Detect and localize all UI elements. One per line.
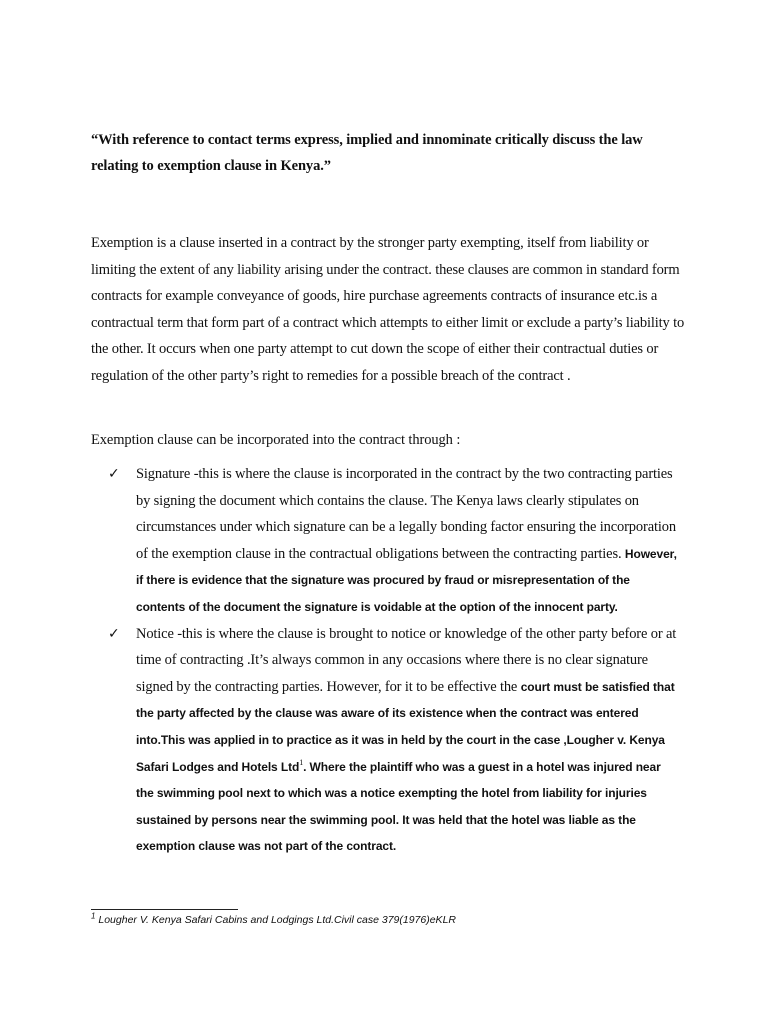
footnote	[91, 913, 691, 927]
footnote-text: Lougher V. Kenya Safari Cabins and Lodgings Ltd.Civil case 379(1976)eKLR	[95, 914, 456, 926]
signature-text	[136, 461, 678, 621]
list-item-notice	[108, 621, 678, 860]
definition-paragraph: Exemption is a clause inserted in a contract by the stronger party exempting, itself from liability or limiting the extent of any liability arising under the contract. these clauses are common in standard form contracts for example conveyance of goods, hire purchase agreements contracts of insurance etc.is a contractual term that form part of a contract which attempts to either limit or exclude a party’s liability to the other. It occurs when one party attempt to cut down the scope of either their contractual duties or regulation of the other party’s right to remedies for a possible breach of the contract .	[91, 235, 685, 384]
footnote-divider	[91, 909, 238, 910]
footnote-marker: 1	[91, 911, 96, 921]
checkmark-icon: ✓	[108, 625, 120, 642]
title-line-2: relating to exemption clause in Kenya.”	[91, 158, 331, 174]
signature-plain: Signature -this is where the clause is incorporated in the contract by the two contracting parties by signing the document which contains the clause. The Kenya laws clearly stipulates on circumstances under which signature can be a legally bonding factor ensuring the incorporation of the exemption clause in the contractual obligations between the contracting parties.	[136, 466, 676, 562]
incorporation-list	[108, 461, 678, 860]
footnote-reference[interactable]: 1	[299, 757, 304, 767]
essay-title	[91, 127, 691, 179]
notice-bold: court must be satisfied that the party affected by the clause was aware of its existence when the contract was entered into.This was applied in to practice as it was in held by the court in the case ,Lougher v. Kenya Safari Lodges and Hotels Ltd	[136, 679, 675, 774]
notice-text	[136, 621, 678, 860]
signature-bold: However, if there is evidence that the signature was procured by fraud or misrepresentation of the contents of the document the signature is voidable at the option of the innocent party.	[136, 546, 677, 614]
notice-plain: Notice -this is where the clause is brought to notice or knowledge of the other party before or at time of contracting .It’s always common in any occasions where there is no clear signature signed by the contracting parties. However, for it to be effective the	[136, 625, 677, 695]
title-line-1: “With reference to contact terms express, implied and innominate critically discuss the law	[91, 132, 643, 148]
checkmark-icon: ✓	[108, 466, 120, 482]
incorporation-intro: Exemption clause can be incorporated into the contract through :	[91, 432, 461, 448]
notice-bold-continued: . Where the plaintiff who was a guest in a hotel was injured near the swimming pool next to which was a notice exempting the hotel from liability for injuries sustained by persons near the swimming pool. It was held that the hotel was liable as the exemption clause was not part of the contract.	[136, 759, 661, 854]
list-item-signature	[108, 461, 678, 621]
